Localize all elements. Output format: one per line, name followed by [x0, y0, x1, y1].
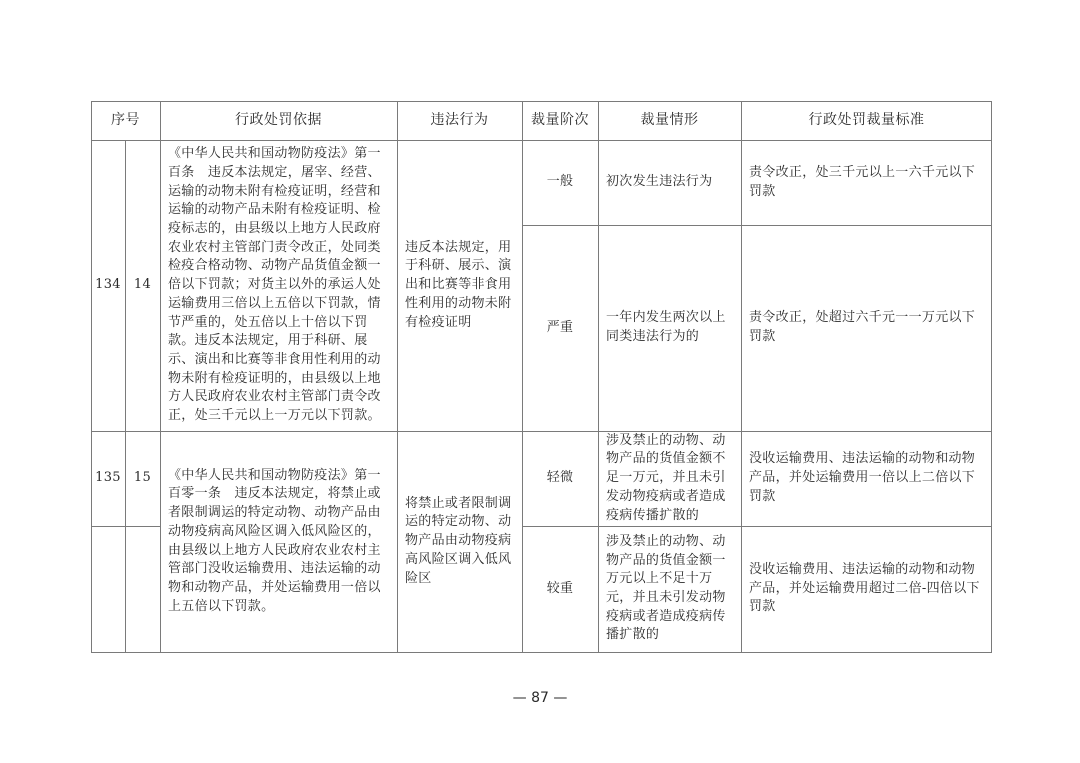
- row-135-situation-2: 涉及禁止的动物、动物产品的货值金额一万元以上不足十万元，并且未引发动物疫病或者造成疫病传播扩散的: [606, 533, 726, 643]
- row-134-seq-sub: 14: [133, 277, 152, 293]
- row-134-situation-1: 初次发生违法行为: [606, 174, 713, 190]
- row-135-violation: 将禁止或者限制调运的特定动物、动物产品由动物疫病高风险区调入低风险区: [405, 495, 512, 586]
- header-seq: 序号: [111, 112, 140, 129]
- row-134-standard-1: 责令改正，处三千元以上一六千元以下罚款: [749, 164, 976, 199]
- table-border-bottom: [91, 652, 992, 653]
- row-135-standard-1: 没收运输费用、违法运输的动物和动物产品，并处运输费用一倍以上二倍以下罚款: [749, 451, 976, 504]
- row-134-level-1: 一般: [546, 174, 574, 190]
- row-135-seq-total: 135: [95, 470, 121, 486]
- penalty-standard-table: [91, 101, 992, 653]
- header-standard: 行政处罚裁量标准: [808, 112, 925, 129]
- header-situation: 裁量情形: [640, 112, 699, 129]
- row-134-violation: 违反本法规定，用于科研、展示、演出和比赛等非食用性利用的动物未附有检疫证明: [405, 239, 512, 330]
- row-135-situation-1: 涉及禁止的动物、动物产品的货值金额不足一万元，并且未引发动物疫病或者造成疫病传播扩散的: [606, 432, 726, 523]
- row-134-level-2: 严重: [546, 319, 574, 335]
- row-135-seq-sub: 15: [133, 470, 152, 486]
- header-violation: 违法行为: [430, 112, 489, 129]
- header-level: 裁量阶次: [531, 112, 589, 129]
- row-135-standard-2: 没收运输费用、违法运输的动物和动物产品，并处运输费用超过二倍-四倍以下罚款: [749, 561, 980, 615]
- page-number: — 87 —: [512, 690, 568, 706]
- row-135-legal-basis: 《中华人民共和国动物防疫法》第一百零一条 违反本法规定，将禁止或者限制调运的特定动物、动物产品由动物疫病高风险区调入低风险区的，由县级以上地方人民政府农业农村主管部门没收运输费用、违法运输的动物和动物产品，并处运输费用一倍以上五倍以下罚款。: [168, 467, 381, 614]
- row-134-situation-2: 一年内发生两次以上同类违法行为的: [606, 310, 726, 344]
- header-basis: 行政处罚依据: [235, 112, 322, 129]
- row-134-seq-total: 134: [95, 277, 121, 293]
- row-135-level-2: 较重: [546, 580, 574, 596]
- row-134-legal-basis: 《中华人民共和国动物防疫法》第一百条 违反本法规定，屠宰、经营、运输的动物未附有检疫证明，经营和运输的动物产品未附有检疫证明、检疫标志的，由县级以上地方人民政府农业农村主管部门责令改正，处同类检疫合格动物、动物产品货值金额一倍以下罚款；对货主以外的承运人处运输费用三倍以上五倍以下罚款，情节严重的，处五倍以上十倍以下罚款。违反本法规定，用于科研、展示、演出和比赛等非食用性利用的动物未附有检疫证明的，由县级以上地方人民政府农业农村主管部门责令改正，处三千元以上一万元以下罚款。: [168, 146, 381, 424]
- row-135-level-1: 轻微: [546, 470, 574, 486]
- row-134-standard-2: 责令改正，处超过六千元一一万元以下罚款: [749, 310, 976, 344]
